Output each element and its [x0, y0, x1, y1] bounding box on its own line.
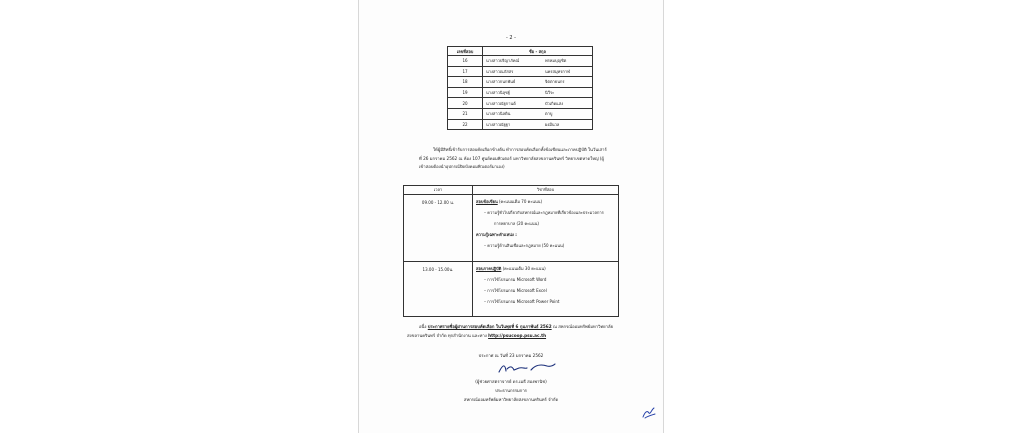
header-full-name: ชื่อ - สกุล: [483, 47, 593, 56]
table-row: [404, 195, 619, 262]
announcement-prefix: อนึ่ง: [419, 324, 427, 329]
subject-item: – การใช้โปรแกรม Microsoft Power Point: [484, 299, 560, 304]
session-score-note: (คะแนนเต็ม 70 คะแนน): [498, 199, 543, 204]
page-number: - 2 -: [506, 35, 516, 41]
table-row: [448, 87, 593, 98]
surname: พรหมบุญชิต: [542, 56, 593, 67]
table-row: [448, 56, 593, 67]
session-time: 09.00 - 12.00 น.: [404, 195, 473, 262]
subject-item: – ความรู้ด้านสินเชื่อและกฎหมาย (50 คะแนน): [484, 243, 565, 248]
signer-organization: สหกรณ์ออมทรัพย์มหาวิทยาลัยสงขลานครินทร์ จำกัด: [463, 397, 559, 402]
signer-name: (ผู้ช่วยศาสตราจารย์ ดร.เมธี สองพานิช): [475, 379, 547, 384]
subject-item: – การใช้โปรแกรม Microsoft Word: [484, 277, 547, 282]
table-row: [448, 66, 593, 77]
table-row: [404, 262, 619, 317]
announcement-body: ณ สหกรณ์ออมทรัพย์มหาวิทยาลัยสงขลานครินทร์ จำกัด ทุกสำนักงาน และทาง: [407, 324, 614, 338]
first-name: นางสาวณัฐฐา: [483, 119, 543, 130]
exam-number: 17: [448, 66, 483, 77]
first-name: นางสาวณภัสสร: [483, 66, 543, 77]
signature-image: [497, 360, 557, 376]
surname: ผงมีนวล: [542, 119, 593, 130]
session-content: [473, 262, 619, 317]
table-row: [448, 108, 593, 119]
exam-number: 20: [448, 98, 483, 109]
exam-number: 16: [448, 56, 483, 67]
header-time: เวลา: [404, 186, 473, 195]
first-name: นางสาวปริญาภัคณ์: [483, 56, 543, 67]
surname: บัวเกิดแสง: [542, 98, 593, 109]
initials-mark: [641, 406, 657, 420]
surname: ตาบู: [542, 108, 593, 119]
table-row: [448, 98, 593, 109]
surname: นครสมุทรกาฬ: [542, 66, 593, 77]
header-exam-number: เลขที่สอบ: [448, 47, 483, 56]
names-table: [447, 46, 593, 130]
session-heading: สอบข้อเขียน: [476, 199, 498, 204]
subject-item: – การใช้โปรแกรม Microsoft Excel: [484, 288, 547, 293]
subsection-heading: ความรู้เฉพาะตำแหน่ง :: [476, 232, 517, 237]
announcement-url-link[interactable]: http://psucoop.psu.ac.th: [488, 333, 547, 338]
table-row: [448, 119, 593, 130]
signer-title: ประธานกรรมการ: [495, 388, 527, 393]
exam-number: 21: [448, 108, 483, 119]
exam-number: 19: [448, 87, 483, 98]
first-name: นางสาวกนกพันธ์: [483, 77, 543, 88]
first-name: นางสาวณัฐกานต์: [483, 98, 543, 109]
surname: จิตตาธนกร: [542, 77, 593, 88]
signer-block: [359, 377, 663, 404]
session-content: [473, 195, 619, 262]
table-row: [448, 77, 593, 88]
announcement-highlight: ประกาศรายชื่อผู้ผ่านการสอบคัดเลือก ในวันพุธที่ 6 กุมภาพันธ์ 2562: [427, 324, 552, 329]
exam-number: 18: [448, 77, 483, 88]
exam-instruction-paragraph: ให้ผู้มีสิทธิ์เข้ารับการสอบคัดเลือกข้างต้น ทำการสอบคัดเลือกทั้งข้อเขียนและภาคปฏิบัติ ในวันเสาร์ที่ 26 มกราคม 2562 ณ ห้อง 107 ศูนย์คอมพิวเตอร์ มหาวิทยาลัยสงขลานครินทร์ วิทยาเขตหาดใหญ่ (ผู้เข้าสอบต้องนำอุปกรณ์ปิดบังคอมพิวเตอร์มาเอง): [419, 147, 607, 169]
session-score-note: (คะแนนเต็ม 30 คะแนน): [502, 266, 546, 271]
first-name: นางสาวนิลุชฐ์: [483, 87, 543, 98]
surname: นิวีระ: [542, 87, 593, 98]
exam-number: 22: [448, 119, 483, 130]
schedule-table: [403, 185, 619, 317]
first-name: นางสาวนิลดิน: [483, 108, 543, 119]
subject-item-continued: การพยาบาล (20 คะแนน): [494, 221, 539, 226]
document-page: [358, 0, 664, 433]
schedule-header: [404, 186, 619, 195]
subject-item: – ความรู้ทั่วไปเกี่ยวกับสหกรณ์และกฎหมายที่เกี่ยวข้องและประมวลการ: [484, 210, 604, 215]
session-time: 13.00 - 15.00น.: [404, 262, 473, 317]
announcement-date: ประกาศ ณ วันที่ 23 มกราคม 2562: [478, 353, 544, 358]
announcement-paragraph: [407, 322, 623, 340]
header-subject: วิชาที่สอบ: [473, 186, 619, 195]
names-table-header: [448, 47, 593, 56]
session-heading: สอบภาคปฏิบัติ: [476, 266, 502, 271]
